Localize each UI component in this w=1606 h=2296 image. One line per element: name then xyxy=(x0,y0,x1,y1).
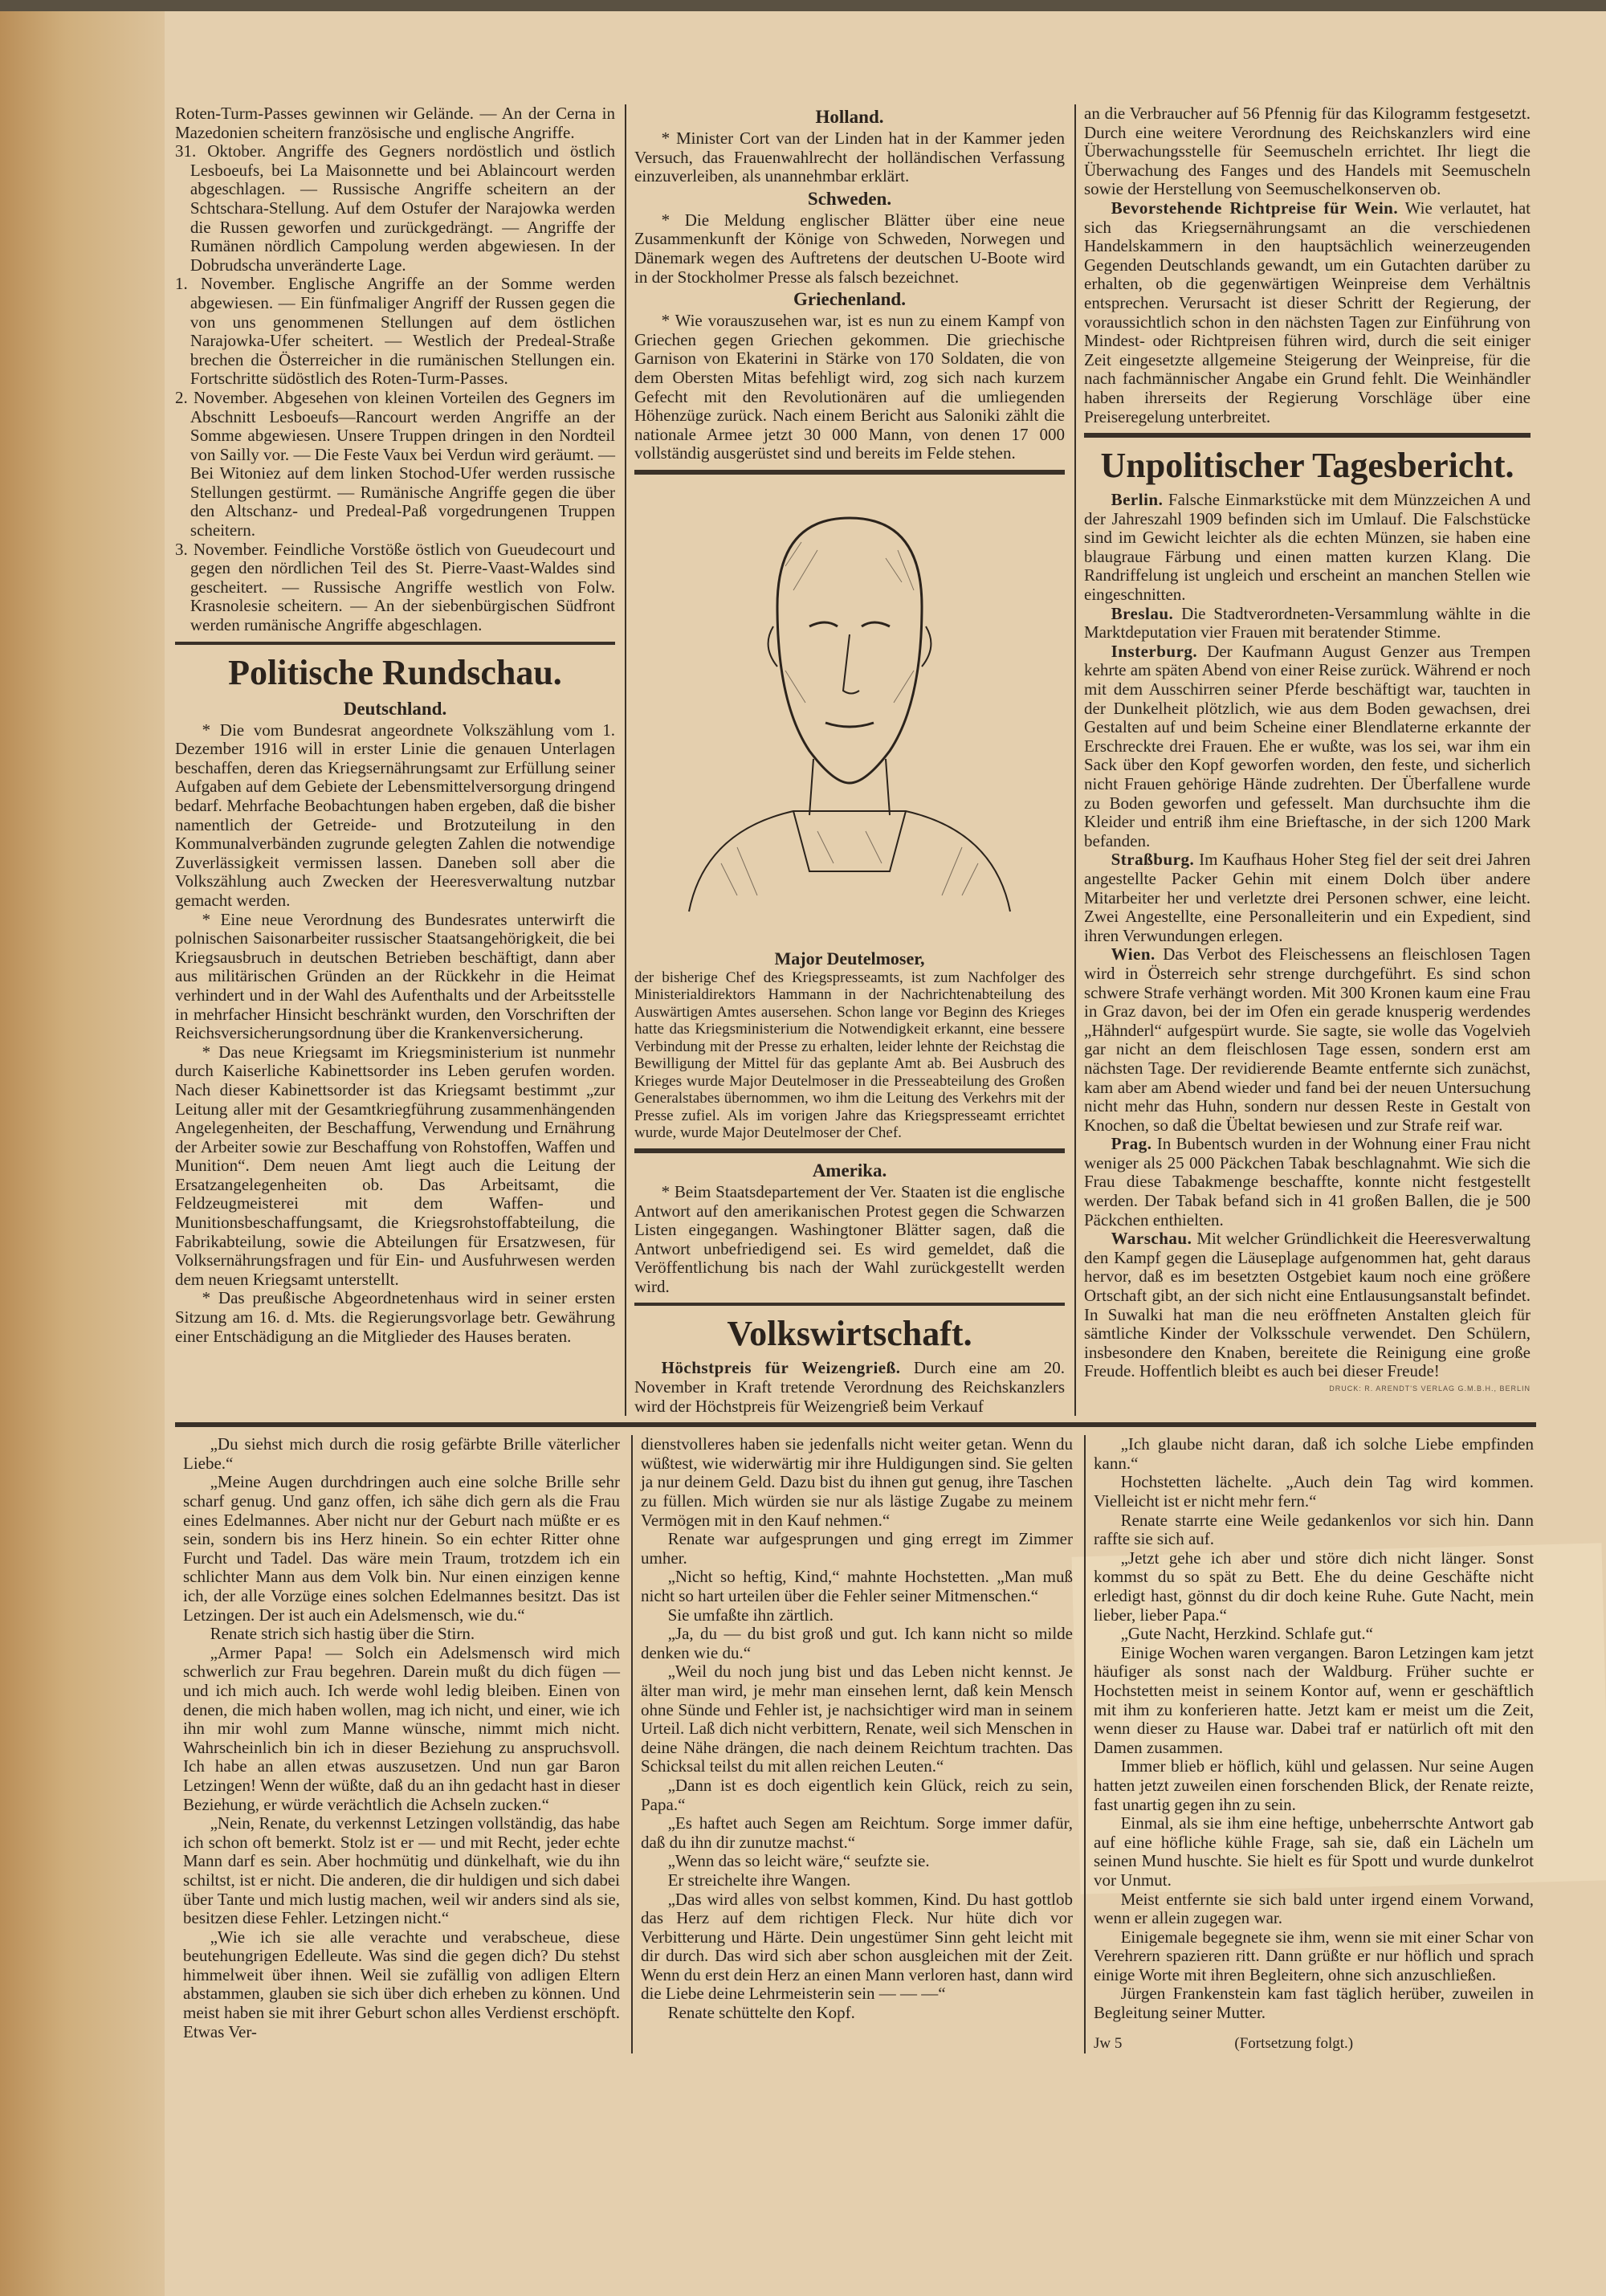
portrait-mouth xyxy=(825,723,874,727)
paragraph: Er streichelte ihre Wangen. xyxy=(667,1870,851,1890)
paragraph: * Das neue Kriegsamt im Kriegsministerium ist nunmehr durch Kaiserliche Kabinettsorder ins Leben gerufen worden. Nach dieser Kabinettsorder ist das Kriegsamt bestimmt „zur Leitung aller mit der Gesamtkriegführung zusammenhängenden Angelegenheiten, der Beschaffung, Verwendung und Ernährung der Arbeiter sowie zur Beschaffung von Rohstoffen, Waffen und Munition“. Dem neuen Amt liegt auch die Leitung der Ersatzangelegenheiten ob. Das Arbeitsamt, die Feldzeugmeisterei mit dem Waffen- und Munitionsbeschaffungsamt, die Kriegsrohstoffabteilung, die Fabrikabteilung, sowie die Abteilungen für Ersatzwesen, für Volksernährungsfragen und für Ein- und Ausfuhrwesen werden dem neuen Kriegsamt unterstellt. xyxy=(175,1042,615,1289)
entry-text: Der Kaufmann August Genzer aus Trempen kehrte am späten Abend von einer Reise zurück. Während er noch mit dem Ausschirren seiner Pferde beschäftigt war, tauchten in der Dunkelheit plötzlich, wie aus dem Boden gewachsen, drei Gestalten auf und beim Scheine einer Blendlaterne erkannte der Erschreckte drei Frauen. Ehe er wußte, was los sei, war ihm ein Sack über den Kopf geworfen worden, den feste, und sicherlich nicht Frauen gehörige Hände zudrehten. Der Überfallene wurde zu Boden geworfen und gefesselt. Man durchsuchte ihm die Kleider und entriß ihm eine Brieftasche, in der sich 1200 Mark befanden. xyxy=(1084,641,1531,850)
entry-lead: Berlin. xyxy=(1111,490,1164,510)
holland-news xyxy=(634,129,1065,186)
novel-column-3 xyxy=(1094,1435,1534,2022)
novel-column-1 xyxy=(183,1435,620,2041)
portrait-ears xyxy=(768,626,931,667)
novel-footer xyxy=(1094,2034,1534,2053)
entry-lead: Höchstpreis für Weizengrieß. xyxy=(661,1358,901,1378)
entry-text: Falsche Einmarkstücke mit dem Münzzeichen A und der Jahreszahl 1909 befinden sich im Umlauf. Die Falschstücke sind im Gewicht leichter als die echten Münzen, sie haben eine blaugraue Färbung und einen matten kurzen Klang. Die Randriffelung ist ungleich und erscheint an manchen Stellen wie eingeschnitten. xyxy=(1084,490,1531,605)
entry-lead: Bevorstehende Richtpreise für Wein. xyxy=(1111,198,1399,218)
holland-heading: Holland. xyxy=(815,107,884,127)
novel-column-1-wrap xyxy=(183,1435,620,2053)
divider xyxy=(175,642,615,645)
divider xyxy=(634,1303,1065,1306)
entry-text: In Bubentsch wurden in der Wohnung einer Frau nicht weniger als 25 000 Päckchen Tabak beschlagnahmt. Wie sich die Frau diese Tabakmenge beschaffte, konnte nicht festgestellt werden. Der Tabak befand sich in 41 großen Ballen, die je 500 Päckchen enthielten. xyxy=(1084,1134,1531,1230)
paragraph: „Jetzt gehe ich aber und störe dich nicht länger. Sonst kommst du so spät zu Bett. Ehe du deine Geschäfte nicht erledigt hast, gönnst du dir doch keine Ruhe. Gute Nacht, mein lieber, lieber Papa.“ xyxy=(1094,1548,1534,1625)
paragraph: „Ich glaube nicht daran, daß ich solche Liebe empfinden kann.“ xyxy=(1094,1434,1534,1473)
paragraph: Renate war aufgesprungen und ging erregt im Zimmer umher. xyxy=(641,1529,1073,1568)
paragraph: Einigemale begegnete sie ihm, wenn sie mit einer Schar von Verehrern spazieren ritt. Dann grüßte er nur höflich und sprach einige Worte mit ihren Begleitern, ohne sich anzuschließen. xyxy=(1094,1927,1534,1984)
novel-column-3-wrap xyxy=(1084,1435,1534,2053)
paragraph xyxy=(1084,850,1531,945)
paragraph: „Es haftet auch Segen am Reichtum. Sorge immer dafür, daß du ihn dir zunutze machst.“ xyxy=(641,1813,1073,1852)
novel-signature: Jw 5 xyxy=(1094,2034,1123,2052)
portrait-title: Major Deutelmoser, xyxy=(774,948,925,969)
economy-news-mid xyxy=(634,1359,1065,1416)
paragraph xyxy=(1084,1135,1531,1230)
germany-heading: Deutschland. xyxy=(343,698,447,719)
divider xyxy=(634,1148,1065,1153)
novel-column-2-wrap xyxy=(631,1435,1073,2053)
entry-lead: Prag. xyxy=(1111,1134,1152,1154)
paragraph: * Die vom Bundesrat angeordnete Volkszählung vom 1. Dezember 1916 will in erster Linie die genauen Unterlagen beschaffen, deren das Kriegsernährungsamt zur Erfüllung seiner Aufgaben auf dem Gebiete der Lebensmittelversorgung dringend bedarf. Mehrfache Beobachtungen haben ergeben, daß die bisher namentlich der Getreide- und Brotzuteilung in den Kommunalverbänden zugrunde gelegten Zahlen die notwendige Zuverlässigkeit vermissen lassen. Daneben soll aber die Volkszählung auch Zwecken der Heeresverwaltung nutzbar gemacht werden. xyxy=(175,720,615,910)
entry-text: Das Verbot des Fleischessens an fleischlosen Tagen wird in Österreich sehr strenge durchgeführt. Es sind schon schwere Strafe verhängt worden. Mit 300 Kronen kaum eine Frau in Graz davon, bei der im Ofen ein gerade knusperig werdendes „Hähnderl“ aufgespürt wurde. Sie sagte, sie wolle das Vogelvieh gar nicht an dem fleischlosen Tage essen, sondern erst am nächsten Tage. Der revidierende Beamte entfernte sich zunächst, kam aber am Abend wieder und fand bei der neuen Untersuchung nicht mehr das Huhn, sondern nur dessen Reste in Gestalt von Knochen, so daß die Übeltat bewiesen und zur Strafe reif war. xyxy=(1084,944,1531,1135)
paragraph: Hochstetten lächelte. „Auch dein Tag wird kommen. Vielleicht ist er nicht mehr fern.“ xyxy=(1094,1472,1534,1511)
top-section xyxy=(175,104,1534,1416)
entry-text: Wie verlautet, hat sich das Kriegsernährungsamt an die verschiedenen Handelskammern in den hauptsächlich weinerzeugenden Gegenden Deutschlands gewandt, um ein Gutachten darüber zu erhalten, ob die gegenwärtigen Weinpreise dem Verhältnis entsprechen. Verursacht ist dieser Schritt der Regierung, der voraussichtlich schon in den nächsten Tagen zur Einführung von Mindest- oder Richtpreisen führen wird, durch die seit einiger Zeit eingesetzte allgemeine Steigerung der Weinpreise, für die nach fachmännischer Angabe ein Grund fehlt. Die Weinhändler haben ihrerseits der Regierung Vorschläge über eine Preiseregelung unterbreitet. xyxy=(1084,198,1531,426)
entry-date: 3. November. xyxy=(175,539,268,559)
america-news xyxy=(634,1183,1065,1297)
greece-news xyxy=(634,312,1065,463)
portrait-nose xyxy=(843,634,859,694)
continued-note: (Fortsetzung folgt.) xyxy=(1234,2034,1354,2052)
daily-report xyxy=(1084,491,1531,1381)
left-column xyxy=(175,104,615,1416)
paragraph xyxy=(1084,605,1531,642)
paragraph: an die Verbraucher auf 56 Pfennig für das Kilogramm festgesetzt. Durch eine weitere Verordnung des Reichskanzlers wird eine Überwachungsstelle für Seemuscheln errichtet. Ihr liegt die Überwachung des Fanges und des Handels mit Seemuscheln sowie der Herstellung von Seemuschelkonserven ob. xyxy=(1084,104,1531,199)
entry-text: Englische Angriffe an der Somme werden abgewiesen. — Ein fünfmaliger Angriff der Russen gegen die von uns genommenen Stellungen auf dem östlichen Narajowka-Ufer scheitert. — Westlich der Predeal-Straße brechen die Österreicher in die rumänischen Stellungen ein. Fortschritte südöstlich des Roten-Turm-Passes. xyxy=(190,274,616,389)
entry-text: Feindliche Vorstöße östlich von Gueudecourt und gegen den nördlichen Teil des St. Pierre-Vaast-Waldes sind gescheitert. — Russische Angriffe westlich von Folw. Krasnolesie scheitern. — An der siebenbürgischen Südfront werden rumänische Angriffe abgeschlagen. xyxy=(190,539,616,635)
section-divider xyxy=(175,1422,1536,1427)
entry-text: Abgesehen von kleinen Vorteilen des Gegners im Abschnitt Lesboeufs—Rancourt werden Angriffe an der Somme abgewiesen. Unsere Truppen dringen in den Nordteil von Sailly vor. — Die Feste Vaux bei Verdun wird geräumt. — Bei Witoniez auf dem linken Stochod-Ufer werden russische Stellungen gestürmt. — Rumänische Angriffe gegen die über den Altschanz- und Predeal-Paß vorgedrungenen Truppen scheitern. xyxy=(190,387,616,540)
paragraph: „Wenn das so leicht wäre,“ seufzte sie. xyxy=(667,1851,930,1871)
paragraph: * Eine neue Verordnung des Bundesrates unterwirft die polnischen Saisonarbeiter russischer Staatsangehörigkeit, die bei Kriegsausbruch in deutschen Betrieben beschäftigt, dann aber aus militärischen Gründen an der Rückkehr in die Heimat verhindert und in der Wahl des Aufenthalts und der Arbeitsstelle in mehrfacher Hinsicht beschränkt wurden, den Vorschriften der Reichsversicherungsordnung über die Krankenversicherung. xyxy=(175,909,615,1043)
economy-heading: Volkswirtschaft. xyxy=(727,1314,972,1354)
entry-text: Durch eine am 20. November in Kraft tretende Verordnung des Reichskanzlers wird der Höchstpreis für Weizengrieß beim Verkauf xyxy=(634,1358,1065,1416)
paragraph: Roten-Turm-Passes gewinnen wir Gelände. — An der Cerna in Mazedonien scheitern französische und englische Angriffe. xyxy=(175,104,615,142)
paragraph: Renate starrte eine Weile gedankenlos vor sich hin. Dann raffte sie sich auf. xyxy=(1094,1510,1534,1549)
portrait-neck xyxy=(809,759,890,815)
paragraph: Meist entfernte sie sich bald unter irgend einem Vorwand, wenn er allein zugegen war. xyxy=(1094,1889,1534,1928)
portrait-eyes xyxy=(809,622,890,626)
paragraph: * Das preußische Abgeordnetenhaus wird in seiner ersten Sitzung am 16. d. Mts. die Regierungsvorlage betr. Gewährung einer Entschädigung an die Mitglieder des Hauses beraten. xyxy=(175,1288,615,1346)
paragraph: Immer blieb er höflich, kühl und gelassen. Nur seine Augen hatten jetzt zuweilen einen forschenden Blick, der Renate reizte, fast unartig gegen ihn zu sein. xyxy=(1094,1756,1534,1814)
politics-heading: Politische Rundschau. xyxy=(228,652,562,692)
paragraph: Renate strich sich hastig über die Stirn. xyxy=(210,1624,475,1644)
portrait-hatching xyxy=(721,542,978,895)
portrait-shoulders xyxy=(689,811,1010,911)
paragraph: „Du siehst mich durch die rosig gefärbte Brille väterlicher Liebe.“ xyxy=(183,1434,620,1473)
caption-text: der bisherige Chef des Kriegspresseamts, ist zum Nachfolger des Ministerialdirektors Hammann in der Nachrichtenabteilung des Auswärtigen Amtes ausersehen. Schon lange vor Beginn des Krieges hatte das Kriegsministerium die Notwendigkeit erkannt, eine bessere Verbindung mit der Presse zu erhalten, leider lehnte der Reichstag die Bewilligung der Mittel für das geplante Amt ab. Bei Ausbruch des Krieges wurde Major Deutelmoser in die Presseabteilung des Großen Generalstabes übernommen, wo ihm die Leitung des Verkehrs mit der Presse zufiel. Als im vorigen Jahre das Kriegspresseamt errichtet wurde, wurde Major Deutelmoser der Chef. xyxy=(634,969,1065,1142)
entry-text: Angriffe des Gegners nordöstlich und östlich Lesboeufs, bei La Maisonnette und bei Ablaincourt werden abgeschlagen. — Russische Angriffe scheitern an der Schtschara-Stellung. Auf dem Ostufer der Narajowka werden die Russen geworfen und zurückgedrängt. — Angriffe der Rumänen nördlich Campolung werden abgewiesen. In der Dobrudscha unveränderte Lage. xyxy=(190,141,616,275)
paragraph: dienstvolleres haben sie jedenfalls nicht weiter getan. Wenn du wüßtest, wie widerwärtig mir ihre Huldigungen sind. Sie gelten ja nur deinem Geld. Dazu bist du ihnen gut genug, ihre Taschen zu füllen. Mich würden sie nur als lästige Zugabe zu meinem Vermögen mit in den Kauf nehmen.“ xyxy=(641,1434,1073,1530)
paragraph xyxy=(175,389,615,540)
paragraph: „Weil du noch jung bist und das Leben nicht kennst. Je älter man wird, je mehr man einsehen lernt, daß kein Mensch ohne Sünde und Fehler ist, je nachsichtiger wird man in seinem Urteil. Laß dich nicht verbittern, Renate, weil sich Menschen in deine Nähe drängen, die nach deinem Reichtum trachten. Das Schicksal teilst du mit allen reichen Leuten.“ xyxy=(641,1662,1073,1776)
greece-heading: Griechenland. xyxy=(793,289,906,310)
paragraph xyxy=(1084,199,1531,426)
daily-report-heading: Unpolitischer Tagesbericht. xyxy=(1100,446,1514,486)
paragraph xyxy=(175,142,615,275)
paragraph: „Nicht so heftig, Kind,“ mahnte Hochstetten. „Man muß nicht so hart urteilen über die Fehler seiner Mitmenschen.“ xyxy=(641,1567,1073,1605)
portrait-head xyxy=(777,518,922,783)
paragraph: Einmal, als sie ihm eine heftige, unbeherrschte Antwort gab auf eine höfliche kühle Frage, sah sie, daß ein Lächeln um seinen Mund huschte. Sie hielt es für Spott und wurde dunkelrot vor Unmut. xyxy=(1094,1813,1534,1890)
paragraph: „Das wird alles von selbst kommen, Kind. Du hast gottlob das Herz auf dem richtigen Fleck. Nur hüte dich vor Verbitterung und Härte. Dein ungestümer Sinn geht leicht mit dir durch. Das wird sich aber schon ausgleichen mit der Zeit. Wenn du erst dein Herz an einen Mann verloren hast, dann wird die Liebe deine Lehrmeisterin sein — — —“ xyxy=(641,1889,1073,2004)
sweden-news xyxy=(634,211,1065,287)
paragraph xyxy=(1084,491,1531,605)
america-heading: Amerika. xyxy=(812,1160,887,1181)
paragraph: „Gute Nacht, Herzkind. Schlafe gut.“ xyxy=(1120,1624,1373,1644)
paragraph: * Die Meldung englischer Blätter über eine neue Zusammenkunft der Könige von Schweden, Norwegen und Dänemark wegen des Auftretens der deutschen U-Boote wird in der Stockholmer Presse als falsch bezeichnet. xyxy=(634,210,1065,287)
sweden-heading: Schweden. xyxy=(807,188,892,209)
paragraph: „Wie ich sie alle verachte und verabscheue, diese beutehungrigen Edelleute. Was sind die gegen dich? Du stehst himmelweit über ihnen. Weil sie zufällig von adligen Eltern abstammen, glauben sie sich über dich erheben zu können. Und meist haben sie mit ihrer Geburt schon alles Verdienst erschöpft. Etwas Ver- xyxy=(183,1927,620,2041)
paragraph: „Meine Augen durchdringen auch eine solche Brille sehr scharf genug. Und ganz offen, ich sähe dich gern als die Frau eines Edelmannes. Aber nicht nur der Geburt nach müßte er es sein, sondern bis ins Herz hinein. So ein echter Ritter ohne Furcht und Tadel. Das wäre mein Traum, trotzdem ich ein schlichter Mann aus dem Volk bin. Nur einen einzigen kenne ich, der alle Vorzüge eines solchen Edelmannes besitzt. Das ist Letzingen. Der ist auch ein Adelsmensch, wie du.“ xyxy=(183,1472,620,1625)
entry-text: Mit welcher Gründlichkeit die Heeresverwaltung den Kampf gegen die Läuseplage aufgenommen hat, geht daraus hervor, daß es im besetzten Ostgebiet kaum noch eine größere Ortschaft gibt, an der sich nicht eine Entlausungsanstalt befindet. In Suwalki hat man die neu eröffneten Anstalten gleich für sämtliche Kinder der Volksschule verwendet. Den Schülern, insbesondere den Knaben, bereitete die Reinigung eine große Freude. Hoffentlich bleibt es auch bei dieser Freude! xyxy=(1084,1229,1531,1381)
paragraph xyxy=(1084,945,1531,1135)
entry-date: 1. November. xyxy=(175,274,275,294)
paragraph: „Ja, du — du bist groß und gut. Ich kann nicht so milde denken wie du.“ xyxy=(641,1624,1073,1662)
novel-section xyxy=(175,1435,1534,2053)
portrait-illustration xyxy=(673,494,1026,940)
paragraph: „Nein, Renate, du verkennst Letzingen vollständig, das habe ich schon oft bemerkt. Stolz ist er — und mit Recht, jeder echte Mann darf es sein. Aber hochmütig und dünkelhaft, wie du ihn schiltst, ist er nicht. Die anderen, die dir huldigen und sich dabei über Tante und mich lustig machen, weil wir anders sind als sie, besitzen diese Fehler. Letzingen nicht.“ xyxy=(183,1813,620,1928)
paragraph: „Armer Papa! — Solch ein Adelsmensch wird mich schwerlich zur Frau begehren. Darein mußt du dich fügen — und ich mich auch. Ich werde wohl ledig bleiben. Einen von denen, die mich haben wollen, mag ich nicht, und einer, wie ich ihn mir wohl zum Manne wünsche, nimmt mich nicht. Wahrscheinlich bin ich in dieser Beziehung zu anspruchsvoll. Ich habe an allen etwas auszusetzen. Und nun gar Baron Letzingen! Wenn der wüßte, daß du an ihn gedacht hast in dieser Beziehung, er würde verächtlich die Achseln zucken.“ xyxy=(183,1642,620,1814)
paragraph xyxy=(1084,642,1531,851)
entry-lead: Breslau. xyxy=(1111,603,1174,623)
portrait-collar xyxy=(793,811,906,871)
paragraph: „Dann ist es doch eigentlich kein Glück, reich zu sein, Papa.“ xyxy=(641,1775,1073,1814)
paragraph: Einige Wochen waren vergangen. Baron Letzingen kam jetzt häufiger als sonst nach der Waldburg. Früher suchte er Hochstetten meist in seinem Kontor auf, wenn er geschäftlich mit ihm zu konferieren hatte. Jetzt kam er meist um die Zeit, wenn dieser zu Hause war. Dabei traf er natürlich oft mit den Damen zusammen. xyxy=(1094,1642,1534,1757)
paragraph: Sie umfaßte ihn zärtlich. xyxy=(667,1605,834,1625)
right-column xyxy=(1074,104,1531,1416)
divider xyxy=(634,470,1065,475)
paragraph xyxy=(1084,1230,1531,1381)
paragraph: Jürgen Frankenstein kam fast täglich herüber, zuweilen in Begleitung seiner Mutter. xyxy=(1094,1984,1534,2023)
entry-text: Die Stadtverordneten-Versammlung wählte in die Marktdeputation vier Frauen mit beratender Stimme. xyxy=(1084,603,1531,642)
divider xyxy=(1084,433,1531,438)
printer-imprint: DRUCK: R. ARENDT'S VERLAG G.M.B.H., BERLIN xyxy=(1329,1385,1531,1393)
entry-text: Im Kaufhaus Hoher Steg fiel der seit drei Jahren angestellte Packer Gehin mit einem Dolch über andere Mitarbeiter her und verletzte drei Personen schwer, eine leicht. Zwei Angestellte, eine Personalleiterin und ein Expedient, sind ihren Verwundungen erlegen. xyxy=(1084,850,1531,945)
entry-lead: Wien. xyxy=(1111,944,1156,964)
paragraph: * Minister Cort van der Linden hat in der Kammer jeden Versuch, das Frauenwahlrecht der holländischen Verfassung einzuverleiben, als unannehmbar erklärt. xyxy=(634,128,1065,186)
paragraph xyxy=(175,540,615,635)
entry-lead: Straßburg. xyxy=(1111,850,1195,870)
paragraph xyxy=(175,275,615,389)
war-report-continuation xyxy=(175,104,615,635)
paragraph xyxy=(634,1359,1065,1416)
middle-column xyxy=(625,104,1065,1416)
paragraph: Renate schüttelte den Kopf. xyxy=(667,2003,855,2023)
entry-date: 31. Oktober. xyxy=(175,141,267,161)
entry-lead: Warschau. xyxy=(1111,1229,1192,1249)
economy-news-right xyxy=(1084,104,1531,426)
paragraph: * Wie vorauszusehen war, ist es nun zu einem Kampf von Griechen gegen Griechen gekommen. Die griechische Garnison von Ekaterini in Stärke von 170 Soldaten, die von dem Obersten Mitas befehligt wird, zog sich nach kurzem Gefecht mit den Revolutionären auf die umliegenden Höhenzüge zurück. Nach einem Bericht aus Saloniki zählt die nationale Armee jetzt 30 000 Mann, von denen 17 000 vollständig ausgerüstet sind und bereits im Felde stehen. xyxy=(634,311,1065,463)
entry-lead: Insterburg. xyxy=(1111,641,1198,661)
entry-date: 2. November. xyxy=(175,387,268,407)
paragraph: * Beim Staatsdepartement der Ver. Staaten ist die englische Antwort auf den amerikanischen Protest gegen die Schwarzen Listen eingegangen. Washingtoner Blätter sagen, daß die Antwort unbefriedigend sei. Es wird gemeldet, daß die Veröffentlichung bis nach der Wahl zurückgestellt werden wird. xyxy=(634,1181,1065,1296)
germany-news xyxy=(175,721,615,1347)
portrait-caption xyxy=(634,969,1065,1142)
novel-column-2 xyxy=(641,1435,1073,2022)
